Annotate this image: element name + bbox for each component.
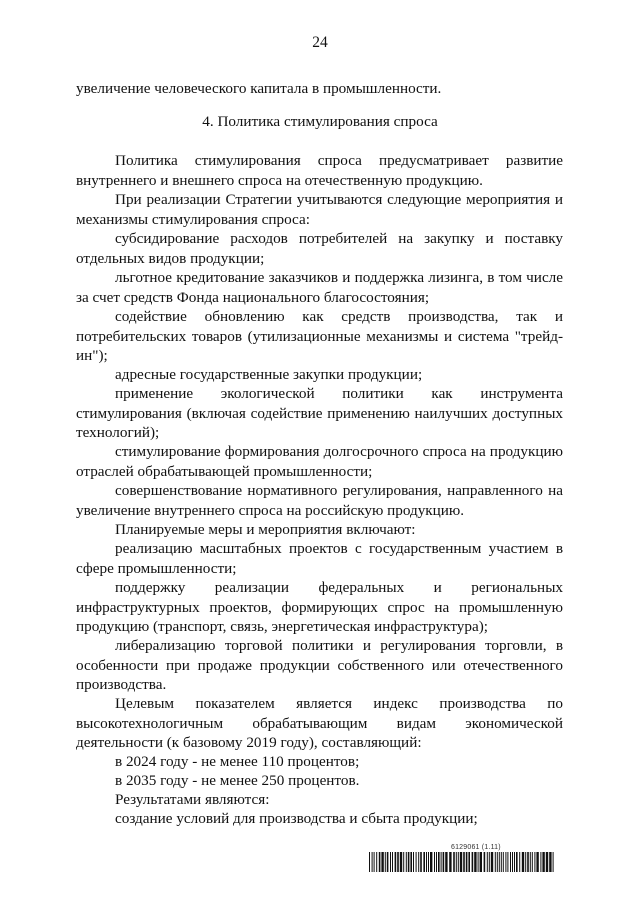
list-item: стимулирование формирования долгосрочного спроса на продукцию отраслей обрабатывающей промышленности; [76,443,563,480]
section-title: 4. Политика стимулирования спроса [202,113,438,130]
page-number: 24 [312,34,328,51]
paragraph: При реализации Стратегии учитываются следующие мероприятия и механизмы стимулирования спроса: [76,191,563,228]
paragraph: Планируемые меры и мероприятия включают: [115,521,416,538]
list-item: в 2035 году - не менее 250 процентов. [115,772,360,789]
intro-line: увеличение человеческого капитала в промышленности. [76,80,442,97]
list-item: реализацию масштабных проектов с государственным участием в сфере промышленности; [76,540,563,577]
list-item: адресные государственные закупки продукции; [115,366,423,383]
paragraph: Результатами являются: [115,791,270,808]
paragraph: Политика стимулирования спроса предусматривает развитие внутреннего и внешнего спроса на отечественную продукцию. [76,152,563,189]
list-item: совершенствование нормативного регулирования, направленного на увеличение внутреннего спроса на российскую продукцию. [76,482,563,519]
list-item: в 2024 году - не менее 110 процентов; [115,753,360,770]
list-item: субсидирование расходов потребителей на закупку и поставку отдельных видов продукции; [76,230,563,267]
list-item: либерализацию торговой политики и регулирования торговли, в особенности при продаже продукции собственного или отечественного производства. [76,637,563,694]
barcode [369,852,555,872]
list-item: содействие обновлению как средств производства, так и потребительских товаров (утилизационные механизмы и система "трейд-ин"); [76,308,563,365]
document-code: 6129061 (1.11) [451,844,501,851]
list-item: применение экологической политики как инструмента стимулирования (включая содействие применению наилучших доступных технологий); [76,385,563,442]
list-item: поддержку реализации федеральных и региональных инфраструктурных проектов, формирующих спрос на промышленную продукцию (транспорт, связь, энергетическая инфраструктура); [76,579,563,636]
list-item: создание условий для производства и сбыта продукции; [115,810,478,827]
paragraph: Целевым показателем является индекс производства по высокотехнологичным обрабатывающим видам экономической деятельности (к базовому 2019 году), составляющий: [76,695,563,752]
list-item: льготное кредитование заказчиков и поддержка лизинга, в том числе за счет средств Фонда национального благосостояния; [76,269,563,306]
